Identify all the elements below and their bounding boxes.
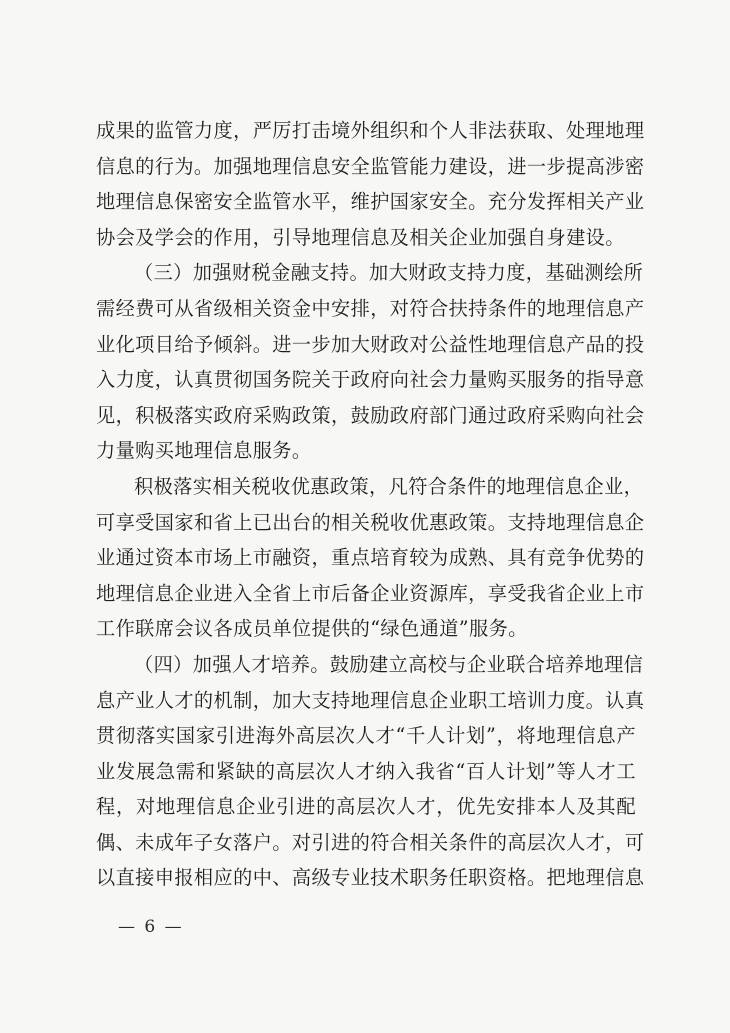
text-line: 需经费可从省级相关资金中安排，对符合扶持条件的地理信息产: [96, 296, 645, 320]
text-line: 成果的监管力度，严厉打击境外组织和个人非法获取、处理地理: [96, 119, 645, 142]
text-line: 力量购买地理信息服务。: [96, 439, 312, 463]
page-number: — 6 —: [118, 917, 184, 937]
text-line: 信息的行为。加强地理信息安全监管能力建设，进一步提高涉密: [96, 154, 645, 178]
text-line: （四）加强人才培养。鼓励建立高校与企业联合培养地理信: [134, 652, 644, 676]
text-line: 积极落实相关税收优惠政策，凡符合条件的地理信息企业，: [134, 474, 644, 498]
text-line: （三）加强财税金融支持。加大财政支持力度，基础测绘所: [134, 261, 644, 285]
text-line: 业发展急需和紧缺的高层次人才纳入我省“百人计划”等人才工: [96, 759, 636, 783]
text-line: 业通过资本市场上市融资，重点培育较为成熟、具有竞争优势的: [96, 546, 645, 570]
text-line: 以直接申报相应的中、高级专业技术职务任职资格。把地理信息: [96, 866, 645, 890]
text-line: 见，积极落实政府采购政策，鼓励政府部门通过政府采购向社会: [96, 403, 645, 427]
text-line: 程，对地理信息企业引进的高层次人才，优先安排本人及其配: [96, 795, 636, 819]
text-line: 偶、未成年子女落户。对引进的符合相关条件的高层次人才，可: [96, 830, 645, 854]
text-line: 入力度，认真贯彻国务院关于政府向社会力量购买服务的指导意: [96, 368, 645, 392]
text-line: 息产业人才的机制，加大支持地理信息企业职工培训力度。认真: [96, 688, 645, 712]
text-line: 地理信息企业进入全省上市后备企业资源库，享受我省企业上市: [96, 581, 645, 605]
text-line: 地理信息保密安全监管水平，维护国家安全。充分发挥相关产业: [96, 190, 645, 214]
document-body: [96, 113, 645, 896]
text-line: 业化项目给予倾斜。进一步加大财政对公益性地理信息产品的投: [96, 332, 645, 356]
text-line: 可享受国家和省上已出台的相关税收优惠政策。支持地理信息企: [96, 510, 645, 534]
text-line: 贯彻落实国家引进海外高层次人才“千人计划”，将地理信息产: [96, 724, 636, 748]
text-line: 协会及学会的作用，引导地理信息及相关企业加强自身建设。: [96, 225, 625, 249]
text-line: 工作联席会议各成员单位提供的“绿色通道”服务。: [96, 617, 528, 641]
